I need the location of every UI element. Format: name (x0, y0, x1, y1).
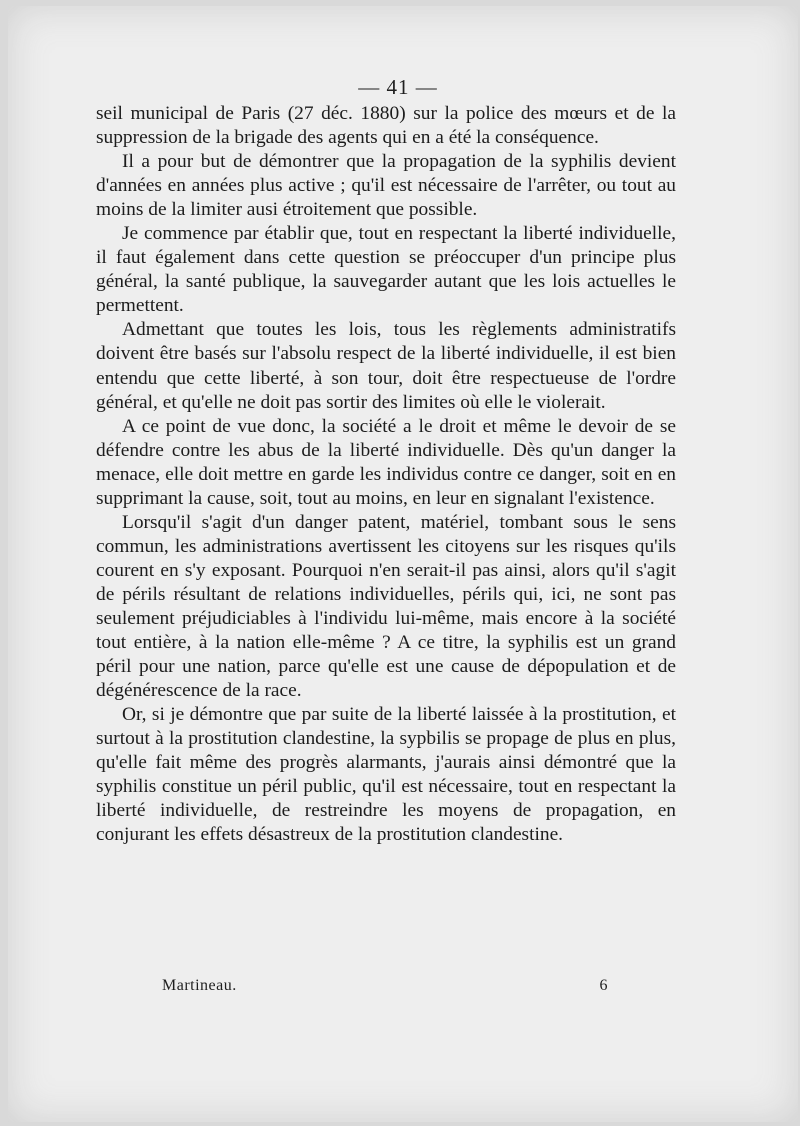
paragraph: A ce point de vue donc, la société a le droit et même le devoir de se défendre contre les abus de la liberté individuelle. Dès qu'un danger la menace, elle doit mettre en garde les individus contre ce danger, soit en en supprimant la cause, soit, tout au moins, en leur en signalant l'existence. (96, 415, 676, 509)
paragraph-continuation: seil municipal de Paris (27 déc. 1880) sur la police des mœurs et de la suppression de la brigade des agents qui en a été la conséquence. (96, 103, 676, 149)
footer-author: Martineau. (162, 977, 237, 994)
footer-signature-mark: 6 (599, 977, 608, 994)
paragraph: Je commence par établir que, tout en respectant la liberté individuelle, il faut également dans cette question se préoccuper d'un principe plus général, la santé publique, la sauvegarder autant que les lois actuelles le permettent. (96, 223, 676, 317)
page-number: — 41 — (358, 75, 438, 99)
paragraph: Lorsqu'il s'agit d'un danger patent, matériel, tombant sous le sens commun, les administrations avertissent les citoyens sur les risques qu'ils courent en s'y exposant. Pourquoi n'en serait-il pas ainsi, alors qu'il s'agit de périls résultant de relations individuelles, périls qui, ici, ne sont pas seulement préjudiciables à l'individu lui-même, mais encore à la société tout entière, à la nation elle-même ? A ce titre, la syphilis est un grand péril pour une nation, parce qu'elle est une cause de dépopulation et de dégénérescence de la race. (96, 511, 676, 702)
page-footer (162, 977, 608, 995)
paragraph: Il a pour but de démontrer que la propagation de la syphilis devient d'années en années plus active ; qu'il est nécessaire de l'arrêter, ou tout au moins de la limiter ausi étroitement que possible. (96, 151, 676, 221)
paragraph: Admettant que toutes les lois, tous les règlements administratifs doivent être basés sur l'absolu respect de la liberté individuelle, il est bien entendu que cette liberté, à son tour, doit être respectueuse de l'ordre général, et qu'elle ne doit pas sortir des limites où elle le violerait. (96, 319, 676, 413)
paragraph: Or, si je démontre que par suite de la liberté laissée à la prostitution, et surtout à la prostitution clandestine, la sypbilis se propage de plus en plus, qu'elle fait même des progrès alarmants, j'aurais ainsi démontré que la syphilis constitue un péril public, qu'il est nécessaire, tout en respectant la liberté individuelle, de restreindre les moyens de propagation, en conjurant les effets désastreux de la prostitution clandestine. (96, 704, 676, 846)
book-page (8, 6, 798, 1122)
body-text (96, 102, 676, 847)
